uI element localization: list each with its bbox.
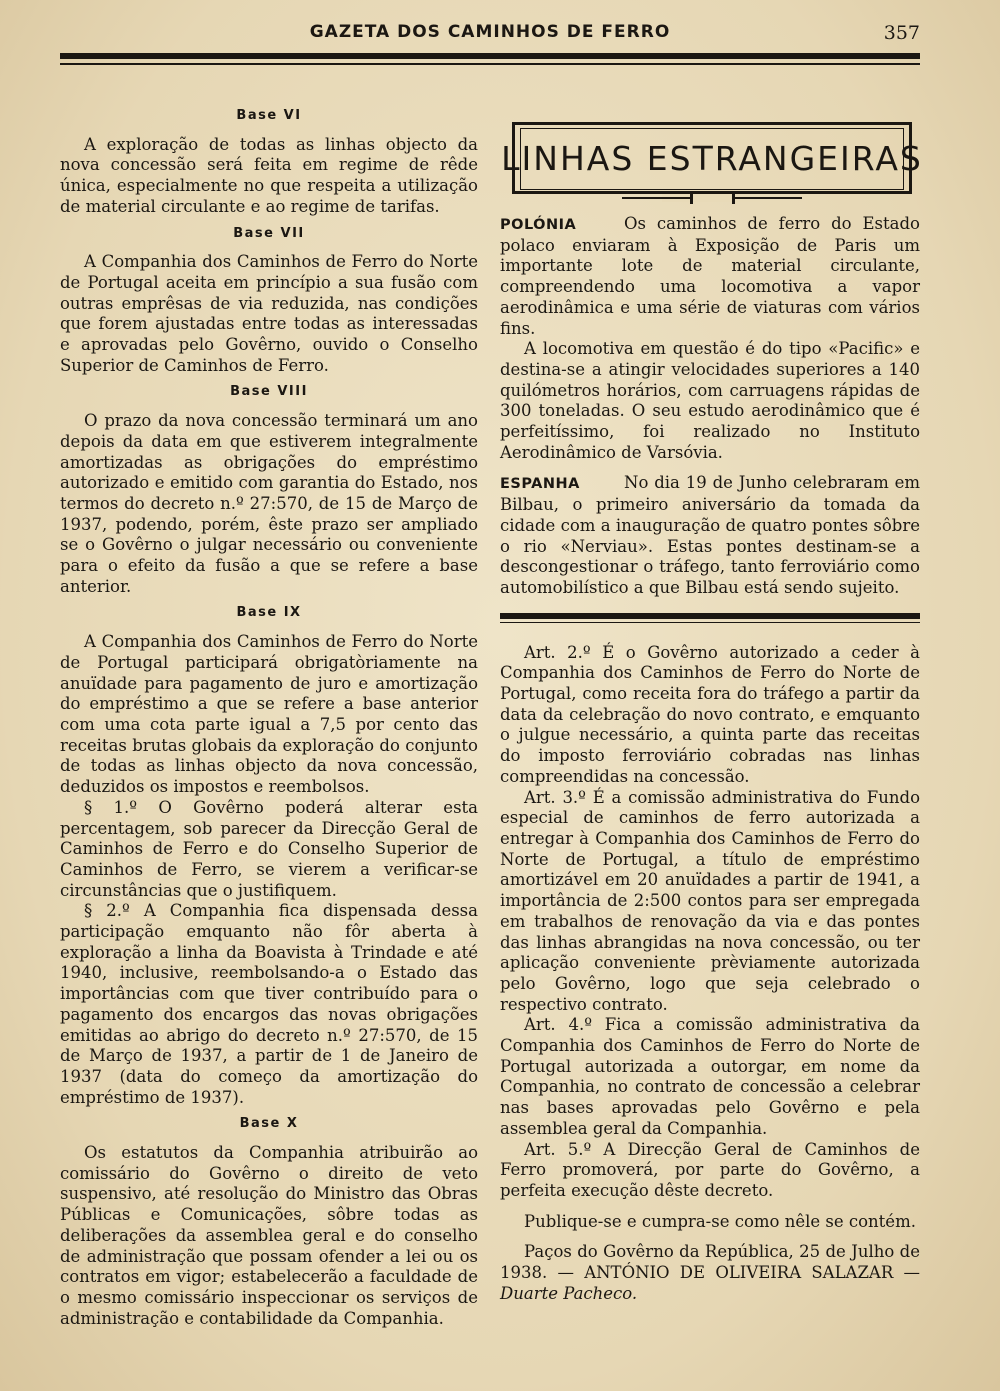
spacer <box>500 463 920 473</box>
page-header <box>60 22 920 46</box>
section-separator <box>500 607 920 633</box>
base-paragraph: § 2.º A Companhia fica dispensada dessa participação emquanto não fôr aberta à exploração a linha da Boavista à Trindade e até 1940, inclusive, reembolsando-a o Estado das importâncias com que tiver contribuído para o pagamento dos encargos das novas obrigações emitidas ao abrigo do decreto n.º 27:570, de 15 de Março de 1937, a partir de 1 de Janeiro de 1937 (data do começo da amortização do empréstimo de 1937). <box>60 901 478 1107</box>
right-column <box>500 108 923 1304</box>
separator-thick <box>500 613 920 619</box>
box-foot-mark <box>690 192 693 204</box>
page-number: 357 <box>883 22 920 44</box>
box-foot-line <box>622 197 692 199</box>
header-rule-thin <box>60 63 920 65</box>
base-paragraph: § 1.º O Govêrno poderá alterar esta percentagem, sob parecer da Direcção Geral de Caminhos de Ferro e do Conselho Superior de Caminhos de Ferro, se vierem a verificar-se circunstâncias que o justifiquem. <box>60 797 478 900</box>
base-heading: Base VII <box>233 225 305 241</box>
header-rule-thick <box>60 53 920 59</box>
signature-block <box>500 1242 920 1304</box>
country-label: POLÓNIA <box>500 217 577 233</box>
base-paragraph: A Companhia dos Caminhos de Ferro do Norte de Portugal aceita em princípio a sua fusão com outras emprêsas de via reduzida, nas condições que forem ajustadas entre todas as interessadas e aprovadas pelo Govêrno, ouvido o Conselho Superior de Caminhos de Ferro. <box>60 252 478 375</box>
box-foot-mark <box>732 192 735 204</box>
article-paragraph: Art. 5.º A Direcção Geral de Caminhos de Ferro promoverá, por parte do Govêrno, a perfeita execução dêste decreto. <box>500 1139 920 1200</box>
article-paragraph: Art. 4.º Fica a comissão administrativa da Companhia dos Caminhos de Ferro do Norte de Portugal autorizada a outorgar, em nome da Companhia, no contrato de concessão a celebrar nas bases aprovadas pelo Govêrno e pela assemblea geral da Companhia. <box>500 1015 920 1138</box>
left-column <box>60 100 478 1329</box>
base-heading: Base VI <box>236 108 302 123</box>
signature-line: Paços do Govêrno da República, 25 de Julho de 1938. — ANTÓNIO DE OLIVEIRA SALAZAR — <box>500 1242 920 1283</box>
base-paragraph: A exploração de todas as linhas objecto da nova concessão será feita em regime de rêde única, especialmente no que respeita a utilização de material circulante e ao regime de tarifas. <box>60 134 478 216</box>
section-title-box <box>501 122 923 202</box>
spacer <box>500 1232 920 1242</box>
news-text: Os caminhos de ferro do Estado polaco enviaram à Exposição de Paris um importante lote de material circulante, compreendendo uma locomotiva a vapor aerodinâmica e uma série de viaturas com vários fins. <box>500 214 920 338</box>
publication-order: Publique-se e cumpra-se como nêle se contém. <box>524 1211 916 1231</box>
section-title: LINHAS ESTRANGEIRAS <box>501 138 923 178</box>
signature-name: Duarte Pacheco. <box>500 1283 638 1303</box>
base-paragraph: A Companhia dos Caminhos de Ferro do Norte de Portugal participará obrigatòriamente na anuïdade para pagamento de juro e amortização do empréstimo a que se refere a base anterior com uma cota parte igual a 7,5 por cento das receitas brutas globais da exploração do conjunto de todas as linhas objecto da nova concessão, deduzidos os impostos e reembolsos. <box>60 632 478 797</box>
box-inner-frame <box>501 128 923 190</box>
box-foot-line <box>732 197 802 199</box>
article-paragraph: Art. 3.º É a comissão administrativa do Fundo especial de caminhos de ferro autorizada a entregar à Companhia dos Caminhos de Ferro do Norte de Portugal, a título de empréstimo amortizável em 20 anuïdades a partir de 1941, a importância de 2:500 contos para ser empregada em trabalhos de renovação da via e das pontes das linhas abrangidas na nova concessão, ou ter aplicação conveniente prèviamente autorizada pelo Govêrno, logo que seja celebrado o respectivo contrato. <box>500 787 920 1014</box>
base-paragraph: O prazo da nova concessão terminará um ano depois da data em que estiverem integralmente amortizadas as obrigações do empréstimo autorizado e emitido com garantia do Estado, nos termos do decreto n.º 27:570, de 15 de Março de 1937, podendo, porém, êste prazo ser ampliado se o Govêrno o julgar necessário ou conveniente para o efeito da fusão a que se refere a base anterior. <box>60 411 478 596</box>
base-heading: Base VIII <box>230 384 308 400</box>
news-text: No dia 19 de Junho celebraram em Bilbau, o primeiro aniversário da tomada da cidade com a inauguração de quatro pontes sôbre o rio «Nerviau». Estas pontes destinam-se a descongestionar o tráfego, tanto ferroviário como automobilístico a que Bilbau está sendo sujeito. <box>500 473 920 597</box>
base-paragraph: Os estatutos da Companhia atribuirão ao comissário do Govêrno o direito de veto suspensivo, até resolução do Ministro das Obras Públicas e Comunicações, sôbre todas as deliberações da assemblea geral e do conselho de administração que possam ofender a lei ou os contratos em vigor; estabelecerão a faculdade de o mesmo comissário inspeccionar os serviços de administração e contabilidade da Companhia. <box>60 1143 478 1328</box>
spacer <box>500 1202 920 1212</box>
separator-thin <box>500 622 920 624</box>
news-item-polonia <box>500 214 920 339</box>
news-item-espanha <box>500 473 920 598</box>
publication-title: GAZETA DOS CAMINHOS DE FERRO <box>309 22 671 42</box>
article-paragraph: Art. 2.º É o Govêrno autorizado a ceder à Companhia dos Caminhos de Ferro do Norte de Portugal, como receita fora do tráfego a partir da data da celebração do novo contrato, e emquanto o julgue necessário, a quinta parte das receitas do imposto ferroviário cobradas nas linhas compreendidas na concessão. <box>500 642 920 786</box>
base-heading: Base IX <box>236 605 302 621</box>
base-heading: Base X <box>239 1116 299 1132</box>
country-label: ESPANHA <box>500 476 580 493</box>
news-paragraph: A locomotiva em questão é do tipo «Pacific» e destina-se a atingir velocidades superiores a 140 quilómetros horários, com carruagens rápidas de 300 toneladas. O seu estudo aerodinâmico que é perfeitíssimo, foi realizado no Instituto Aerodinâmico de Varsóvia. <box>500 339 920 462</box>
